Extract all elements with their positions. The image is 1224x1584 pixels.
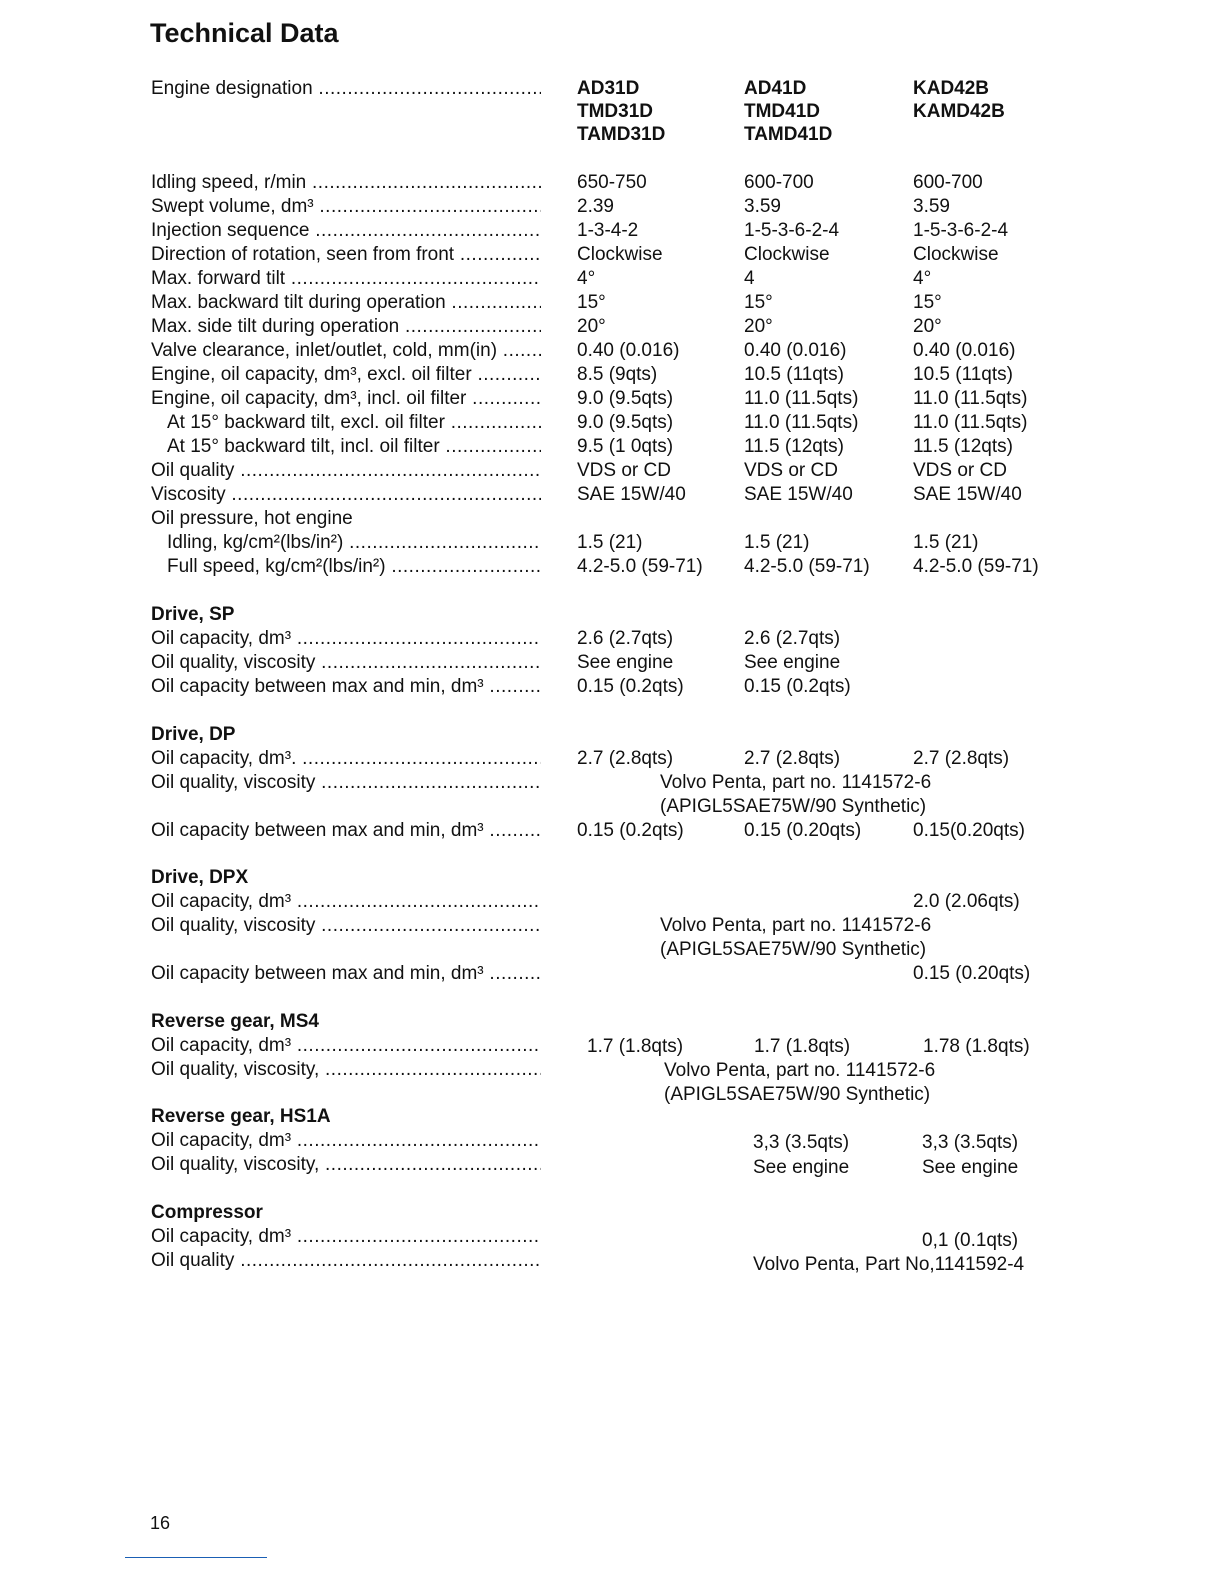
row-value: 2.6 (2.7qts) (577, 628, 674, 649)
row-value: (APIGL5SAE75W/90 Synthetic) (664, 1084, 931, 1105)
row-label: Oil capacity between max and min, dm³ ..... (151, 962, 541, 986)
row-value: 1.7 (1.8qts) (587, 1036, 684, 1057)
engine-model: TAMD41D (744, 124, 833, 145)
row-label: Oil capacity, dm³ ..... (151, 1225, 541, 1249)
row-label: Oil quality, viscosity ..... (151, 651, 541, 675)
row-value: 2.39 (577, 196, 614, 217)
row-value: See engine (753, 1157, 850, 1178)
row-value: 600-700 (913, 172, 983, 193)
row-value: 1.5 (21) (577, 532, 643, 553)
row-value: 4.2-5.0 (59-71) (577, 556, 703, 577)
section-heading-drive-sp: Drive, SP (151, 604, 235, 625)
row-value: 650-750 (577, 172, 647, 193)
row-value: 11.0 (11.5qts) (913, 412, 1028, 433)
row-value: See engine (577, 652, 674, 673)
row-label: At 15° backward tilt, excl. oil filter ..... (167, 411, 541, 435)
row-label: Oil capacity between max and min, dm³ ..... (151, 819, 541, 843)
engine-model: TMD41D (744, 101, 821, 122)
row-value: (APIGL5SAE75W/90 Synthetic) (660, 939, 927, 960)
engine-designation-label: Engine designation ..... (151, 77, 541, 101)
row-value: Volvo Penta, Part No,1141592-4 (753, 1254, 1025, 1275)
row-value: 20° (913, 316, 942, 337)
row-value: Volvo Penta, part no. 1141572-6 (664, 1060, 936, 1081)
row-value: 4 (744, 268, 755, 289)
row-value: 20° (744, 316, 773, 337)
row-value: 11.5 (12qts) (744, 436, 844, 457)
row-value: VDS or CD (913, 460, 1007, 481)
row-value: 3.59 (913, 196, 950, 217)
row-label: Oil quality ..... (151, 459, 541, 483)
row-value: 2.6 (2.7qts) (744, 628, 841, 649)
row-value: 1.5 (21) (913, 532, 979, 553)
row-label: Max. forward tilt ..... (151, 267, 541, 291)
row-value: Volvo Penta, part no. 1141572-6 (660, 772, 932, 793)
row-label: At 15° backward tilt, incl. oil filter ..... (167, 435, 541, 459)
section-heading-drive-dpx: Drive, DPX (151, 867, 249, 888)
row-label: Engine, oil capacity, dm³, incl. oil filter ..... (151, 387, 541, 411)
row-value: 2.0 (2.06qts) (913, 891, 1020, 912)
engine-model: AD41D (744, 78, 807, 99)
row-label: Max. side tilt during operation ..... (151, 315, 541, 339)
row-value: 1.78 (1.8qts) (923, 1036, 1030, 1057)
engine-model: TAMD31D (577, 124, 666, 145)
section-heading-compressor: Compressor (151, 1202, 263, 1223)
row-value: Clockwise (744, 244, 830, 265)
row-value: 11.0 (11.5qts) (744, 388, 859, 409)
row-label: Oil capacity, dm³ ..... (151, 1034, 541, 1058)
row-label: Injection sequence ..... (151, 219, 541, 243)
section-heading-reverse-hs1a: Reverse gear, HS1A (151, 1106, 331, 1127)
row-label: Oil capacity, dm³. ..... (151, 747, 541, 771)
row-value: 3.59 (744, 196, 781, 217)
row-value: 4° (577, 268, 596, 289)
row-label: Oil quality, viscosity ..... (151, 771, 541, 795)
row-value: 15° (744, 292, 773, 313)
section-heading-drive-dp: Drive, DP (151, 724, 236, 745)
row-value: 2.7 (2.8qts) (577, 748, 674, 769)
row-value: SAE 15W/40 (913, 484, 1022, 505)
row-value: 9.5 (1 0qts) (577, 436, 674, 457)
row-label: Idling, kg/cm²(lbs/in²) ..... (167, 531, 541, 555)
engine-model: KAMD42B (913, 101, 1005, 122)
row-value: 3,3 (3.5qts) (753, 1132, 850, 1153)
row-value: See engine (922, 1157, 1019, 1178)
row-value: 0.15 (0.20qts) (913, 963, 1031, 984)
row-label: Oil quality, viscosity, ..... (151, 1153, 541, 1177)
row-label: Max. backward tilt during operation ..... (151, 291, 541, 315)
row-value: Volvo Penta, part no. 1141572-6 (660, 915, 932, 936)
page-number: 16 (150, 1513, 171, 1533)
row-value: Clockwise (913, 244, 999, 265)
row-value: 0.15 (0.2qts) (577, 820, 684, 841)
engine-model: TMD31D (577, 101, 654, 122)
row-label: Swept volume, dm³ ..... (151, 195, 541, 219)
row-value: 20° (577, 316, 606, 337)
row-value: 0.15 (0.2qts) (744, 676, 851, 697)
row-value: 0.40 (0.016) (913, 340, 1016, 361)
row-value: 11.5 (12qts) (913, 436, 1013, 457)
row-label: Direction of rotation, seen from front ..... (151, 243, 541, 267)
row-value: 9.0 (9.5qts) (577, 388, 674, 409)
row-label: Oil quality, viscosity ..... (151, 914, 541, 938)
row-value: VDS or CD (744, 460, 838, 481)
column-header-3 (913, 77, 1005, 123)
column-header-2 (744, 77, 832, 146)
row-value: 10.5 (11qts) (744, 364, 844, 385)
row-label: Oil capacity, dm³ ..... (151, 1129, 541, 1153)
row-label: Oil capacity, dm³ ..... (151, 890, 541, 914)
row-value: 4.2-5.0 (59-71) (744, 556, 870, 577)
row-value: 15° (577, 292, 606, 313)
row-value: 11.0 (11.5qts) (744, 412, 859, 433)
row-value: 0,1 (0.1qts) (922, 1230, 1019, 1251)
row-value: SAE 15W/40 (577, 484, 686, 505)
oil-pressure-label: Oil pressure, hot engine (151, 508, 353, 529)
engine-model: KAD42B (913, 78, 990, 99)
row-value: 0.40 (0.016) (577, 340, 680, 361)
engine-model: AD31D (577, 78, 640, 99)
row-label: Engine, oil capacity, dm³, excl. oil filter ..... (151, 363, 541, 387)
row-value: 1-5-3-6-2-4 (913, 220, 1009, 241)
row-value: 1-3-4-2 (577, 220, 639, 241)
row-value: 15° (913, 292, 942, 313)
row-label: Oil quality, viscosity, ..... (151, 1058, 541, 1082)
row-value: 11.0 (11.5qts) (913, 388, 1028, 409)
row-value: 9.0 (9.5qts) (577, 412, 674, 433)
row-value: SAE 15W/40 (744, 484, 853, 505)
page-title: Technical Data (150, 18, 339, 48)
row-value: VDS or CD (577, 460, 671, 481)
row-value: 0.15 (0.20qts) (744, 820, 862, 841)
row-value: 0.15(0.20qts) (913, 820, 1025, 841)
row-label: Oil quality ..... (151, 1249, 541, 1273)
row-label: Viscosity ..... (151, 483, 541, 507)
footer-divider (125, 1557, 267, 1558)
row-value: See engine (744, 652, 841, 673)
row-value: 0.15 (0.2qts) (577, 676, 684, 697)
row-value: 2.7 (2.8qts) (744, 748, 841, 769)
row-value: 0.40 (0.016) (744, 340, 847, 361)
row-value: 4.2-5.0 (59-71) (913, 556, 1039, 577)
row-label: Oil capacity between max and min, dm³ ..... (151, 675, 541, 699)
row-value: (APIGL5SAE75W/90 Synthetic) (660, 796, 927, 817)
row-label: Idling speed, r/min ..... (151, 171, 541, 195)
row-value: Clockwise (577, 244, 663, 265)
row-value: 8.5 (9qts) (577, 364, 658, 385)
section-heading-reverse-ms4: Reverse gear, MS4 (151, 1011, 319, 1032)
column-header-1 (577, 77, 665, 146)
row-value: 1.7 (1.8qts) (754, 1036, 851, 1057)
row-value: 2.7 (2.8qts) (913, 748, 1010, 769)
row-value: 1-5-3-6-2-4 (744, 220, 840, 241)
row-value: 4° (913, 268, 932, 289)
row-label: Oil capacity, dm³ ..... (151, 627, 541, 651)
row-label: Valve clearance, inlet/outlet, cold, mm(in) ..... (151, 339, 541, 363)
row-value: 10.5 (11qts) (913, 364, 1013, 385)
row-label: Full speed, kg/cm²(lbs/in²) ..... (167, 555, 541, 579)
row-value: 600-700 (744, 172, 814, 193)
row-value: 3,3 (3.5qts) (922, 1132, 1019, 1153)
row-value: 1.5 (21) (744, 532, 810, 553)
